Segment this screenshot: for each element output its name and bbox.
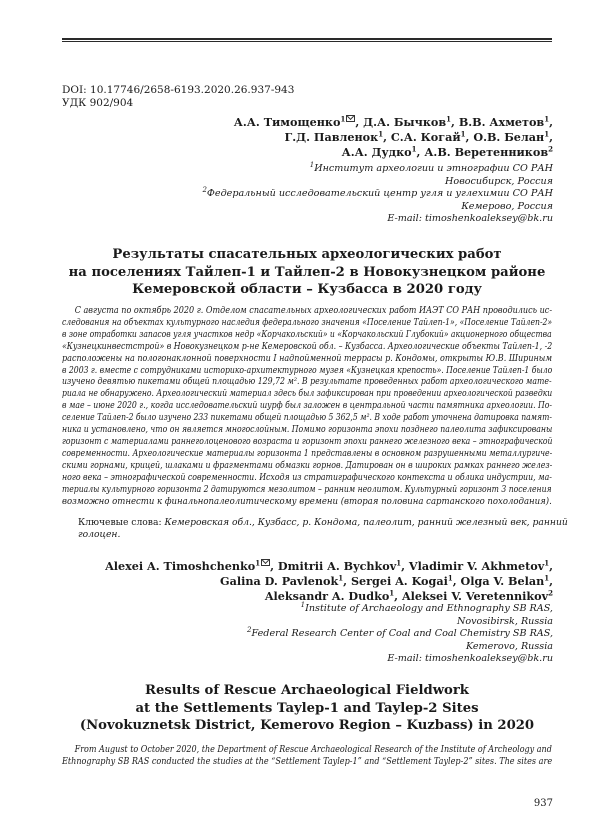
title-line: Результаты спасательных археологических работ [112, 247, 502, 262]
title-line: (Novokuznetsk District, Kemerovo Region – Kuzbass) in 2020 [79, 718, 535, 733]
affiliation-2-city: Кемерово, Россия [461, 200, 553, 212]
abstract-line: горизонт с материалами раннеголоценового возраста и горизонт эпохи раннего железного века – этнографической [62, 436, 553, 447]
abstract-line: следования на объектах культурного наследия федерального значения «Поселение Тайлеп-1», «Поселение Тайлеп-2» [62, 317, 553, 328]
ru-abstract [62, 306, 552, 508]
author-name: Д.А. Бычков [363, 115, 447, 129]
author-sup: 1 [544, 129, 550, 139]
abstract-line: в зоне отработки запасов угля участков недр «Корчакольский» и «Корчакольский Глубокий» акционерного общества [62, 329, 552, 340]
title-line: at the Settlements Taylep-1 and Taylep-2 Sites [135, 700, 479, 716]
title-line: Кемеровской области – Кузбасса в 2020 году [132, 282, 482, 297]
abstract-line: From August to October 2020, the Department of Rescue Archaeological Research of the Institute of Archeology and [74, 745, 552, 755]
udk: УДК 902/904 [62, 97, 134, 109]
abstract-line: в 2003 г. вместе с сотрудниками историко-архитектурного музея «Кузнецкая крепость». Поселение Тайлеп-1 было [62, 365, 553, 376]
title-line: Results of Rescue Archaeological Fieldwork [145, 683, 469, 698]
ru-title [62, 246, 552, 299]
author-name: В.В. Ахметов [458, 115, 545, 129]
author-name: Aleksandr A. Dudko [264, 589, 390, 603]
affiliation-1: Institute of Archaeology and Ethnography SB RAS, [305, 603, 553, 614]
doi[interactable]: DOI: 10.17746/2658-6193.2020.26.937-943 [62, 84, 295, 96]
ru-keywords [78, 517, 611, 541]
author-sup: 1 [338, 573, 344, 583]
email[interactable]: E-mail: timoshenkoaleksey@bk.ru [387, 213, 553, 224]
en-authors: Alexei A. Timoshchenko$^1$ , Dmitrii A. Bychkov$^1$, Vladimir V. Akhmetov$^1$, Galina D. Pavlenok$^1$, Sergei A. Kogai$^1$, Olga V. Belan$^1$, Aleksandr A. Dudko$^1$, Aleksei V. Veretennikov$^2$ [105, 558, 553, 603]
article-meta [62, 84, 294, 110]
author-sup: 2 [548, 588, 553, 598]
author-sup: 1 [389, 588, 395, 598]
affiliation-2: Федеральный исследовательский центр угля и углехимии СО РАН [206, 188, 553, 199]
abstract-line: возможно отнести к финальнопалеолитическому времени (вторая половина сартанского похолодания). [62, 496, 552, 507]
author-name: Aleksei V. Veretennikov [401, 589, 549, 603]
author-sup: 1 [396, 558, 402, 568]
author-sup: 1 [340, 114, 346, 124]
author-sup: 1 [544, 114, 550, 124]
author-name: Olga V. Belan [460, 574, 545, 588]
abstract-line: ника и установлено, что он является многослойным. Помимо горизонта эпохи позднего палеолита зафиксированы [62, 425, 553, 436]
author-sup: 1 [411, 144, 417, 154]
abstract-line: териалы культурного горизонта 2 датируются мезолитом – ранним неолитом. Культурный горизонт 3 поселения [62, 484, 552, 495]
abstract-line: Ethnography SB RAS conducted the studies at the “Settlement Taylep-1” and “Settlement Taylep-2” sites. The sites are [62, 756, 553, 767]
affiliation-1: Институт археологии и этнографии СО РАН [314, 163, 553, 174]
abstract-line: скими горнами, крицей, шлаками и фрагментами обмазки горнов. Датирован он в широких рамках раннего желез- [62, 460, 553, 471]
author-name: А.В. Веретенников [424, 145, 549, 159]
en-title [62, 682, 552, 735]
abstract-line: риала не обнаружено. Археологический материал здесь был зафиксирован при проведении археологической разведки [62, 389, 553, 400]
author-name: С.А. Когай [390, 130, 461, 144]
en-affiliations [247, 600, 553, 666]
abstract-lines [62, 306, 552, 508]
author-sup: 1 [544, 573, 550, 583]
email-icon [261, 559, 270, 566]
abstract-line: расположены на пологонаклонной поверхности I надпойменной террасы р. Кондомы, открыты Ю.В. Шириным [62, 353, 552, 364]
affiliation-1-city: Новосибирск, Россия [445, 175, 553, 187]
abstract-line: С августа по октябрь 2020 г. Отделом спасательных археологических работ ИАЭТ СО РАН проводились ис- [74, 306, 553, 316]
author-sup: 2 [548, 144, 553, 154]
email-icon [346, 115, 355, 122]
author-name: Alexei A. Timoshchenko [105, 559, 256, 573]
author-name: Г.Д. Павленок [284, 130, 379, 144]
abstract-line: селение Тайлеп-2 было изучено 233 пикетами общей площадью 5 362,5 м². В ходе работ уточнена датировка памят- [62, 413, 552, 424]
affil-sup: 2 [247, 625, 252, 634]
abstract-lines [62, 745, 552, 769]
keywords-label: Ключевые слова: [78, 517, 162, 528]
title-line: на поселениях Тайлеп-1 и Тайлеп-2 в Новокузнецком районе [68, 264, 546, 280]
affiliation-2: Federal Research Center of Coal and Coal Chemistry SB RAS, [251, 628, 553, 639]
affil-sup: 1 [309, 160, 315, 169]
ru-affiliations [202, 160, 553, 226]
abstract-line: изучено девятью пикетами общей площадью 129,72 м². В результате проведенных работ археологического мате- [62, 377, 552, 388]
author-name: А.А. Дудко [341, 145, 412, 159]
affil-sup: 1 [300, 600, 306, 609]
author-name: О.В. Белан [473, 130, 545, 144]
author-sup: 1 [255, 558, 261, 568]
author-sup: 1 [544, 558, 550, 568]
author-name: Dmitrii A. Bychkov [277, 559, 397, 573]
page-number: 937 [533, 798, 553, 809]
author-sup: 1 [460, 129, 466, 139]
affiliation-2-city: Kemerovo, Russia [465, 640, 553, 652]
author-sup: 1 [446, 114, 452, 124]
author-name: Sergei A. Kogai [350, 574, 448, 588]
keywords-text: Кемеровская обл., Кузбасс, р. Кондома, палеолит, ранний железный век, ранний голоцен. [78, 517, 568, 540]
affil-sup: 2 [202, 185, 207, 194]
affiliation-1-city: Novosibirsk, Russia [456, 615, 553, 627]
abstract-line: в мае – июне 2020 г., когда исследовательский шурф был заложен в центральной части памятника археологии. По- [62, 401, 552, 412]
abstract-line: современности. Археологические материалы горизонта 1 представлены в основном разрушенными металлургиче- [62, 448, 553, 459]
author-name: А.А. Тимощенко [233, 115, 341, 129]
abstract-line: ного века – этнографической современности. Исходя из стратиграфического контекста и облика индустрии, ма- [62, 472, 552, 483]
abstract-line: «Кузнецкинвестстрой» в Новокузнецком р-не Кемеровской обл. – Кузбасса. Археологические объекты Тайлеп-1, -2 [62, 341, 553, 352]
email[interactable]: E-mail: timoshenkoaleksey@bk.ru [387, 653, 553, 664]
author-name: Vladimir V. Akhmetov [408, 559, 545, 573]
author-name: Galina D. Pavlenok [220, 574, 339, 588]
top-rule [62, 38, 552, 40]
ru-authors: А.А. Тимощенко$^1$ , Д.А. Бычков$^1$, В.В. Ахметов$^1$, Г.Д. Павленок$^1$, С.А. Когай$^1$, О.В. Белан$^1$, А.А. Дудко$^1$, А.В. Веретенников$^2$ [233, 114, 553, 159]
author-sup: 1 [447, 573, 453, 583]
en-abstract [62, 745, 552, 769]
top-rule-thin [62, 41, 552, 42]
author-sup: 1 [378, 129, 384, 139]
